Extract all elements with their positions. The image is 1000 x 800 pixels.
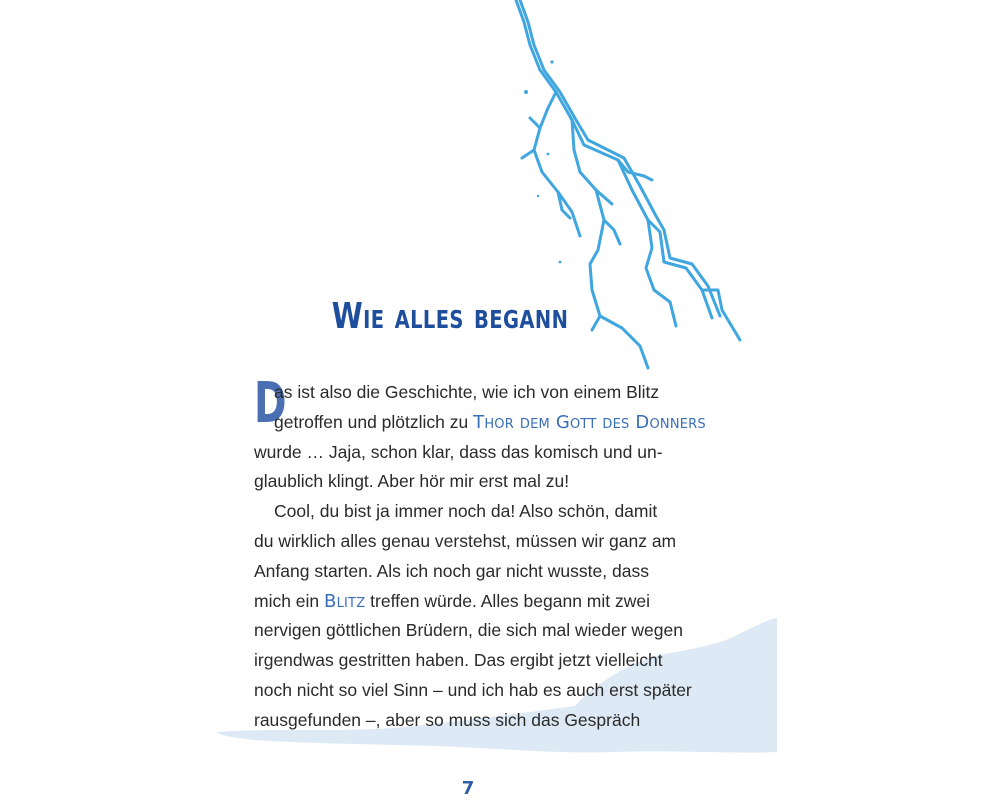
text-line: irgendwas gestritten haben. Das ergibt jetzt vielleicht: [254, 650, 663, 671]
text-line: noch nicht so viel Sinn – und ich hab es auch erst später: [254, 679, 692, 700]
highlight-blitz: Blitz: [324, 590, 366, 612]
text-line: du wirklich alles genau verstehst, müssen wir ganz am: [254, 530, 677, 551]
text-line: wurde … Jaja, schon klar, dass das komisch und un-: [254, 441, 663, 462]
text-line: nervigen göttlichen Brüdern, die sich mal wieder wegen: [254, 620, 683, 641]
body-text: [254, 371, 724, 736]
page-number: 7: [461, 778, 475, 799]
text-line: getroffen und plötzlich zu Thor dem Gott des Donners: [274, 411, 706, 433]
drop-cap: D: [254, 371, 287, 436]
highlight-thor: Thor dem Gott des Donners: [473, 411, 706, 433]
chapter-title: Wie alles begann: [331, 296, 569, 337]
text-line: glaublich klingt. Aber hör mir erst mal zu!: [254, 471, 570, 492]
text-line: as ist also die Geschichte, wie ich von einem Blitz: [274, 382, 660, 402]
text-line: Cool, du bist ja immer noch da! Also schön, damit: [274, 501, 658, 522]
text-line: mich ein Blitz treffen würde. Alles begann mit zwei: [254, 590, 651, 612]
text-line: rausgefunden –, aber so muss sich das Gespräch: [254, 709, 641, 730]
text-line: Anfang starten. Als ich noch gar nicht wusste, dass: [254, 560, 649, 581]
